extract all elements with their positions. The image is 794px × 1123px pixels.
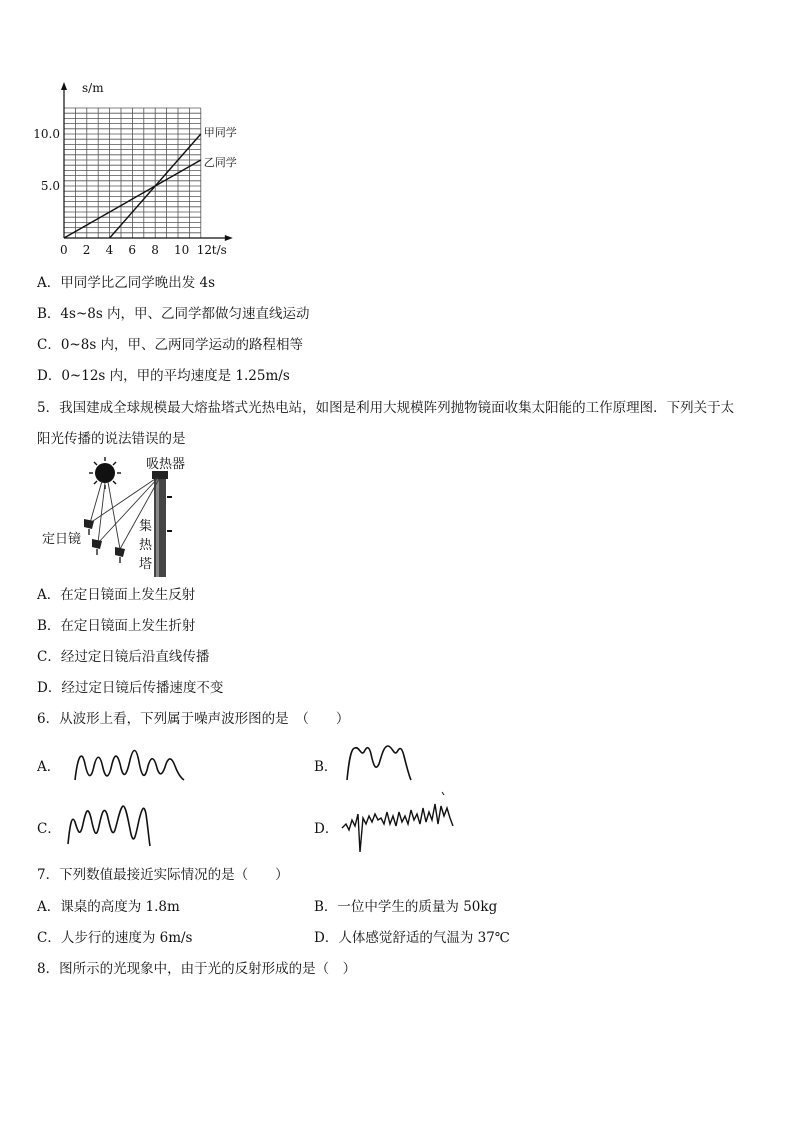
x-tick-label: 6 bbox=[128, 243, 137, 257]
tower-label-2: 热 bbox=[139, 538, 153, 553]
q7-option-a: A．课桌的高度为 1.8m bbox=[37, 899, 180, 915]
q5-option-a: A．在定日镜面上发生反射 bbox=[37, 587, 196, 603]
q6-stem: 6．从波形上看，下列属于噪声波形图的是 （ ） bbox=[37, 711, 350, 727]
y-tick-label: 10.0 bbox=[33, 127, 60, 141]
q4-option-d: D．0~12s 内，甲的平均速度是 1.25m/s bbox=[37, 368, 290, 384]
q7-option-d: D．人体感觉舒适的气温为 37℃ bbox=[314, 930, 510, 946]
q5-option-c: C．经过定日镜后沿直线传播 bbox=[37, 649, 210, 665]
q6-option-a-label: A． bbox=[37, 759, 61, 775]
x-tick-label: 2 bbox=[82, 243, 91, 257]
receiver-label: 吸热器 bbox=[146, 457, 186, 472]
q5-stem-line1: 5．我国建成全球规模最大熔盐塔式光热电站，如图是利用大规模阵列抛物镜面收集太阳能的工作原理图．下列关于太 bbox=[37, 400, 735, 416]
chart-grid bbox=[64, 108, 201, 238]
distance-time-chart bbox=[30, 78, 290, 257]
y-tick-label: 5.0 bbox=[40, 179, 60, 193]
q6-option-c-label: C． bbox=[37, 821, 61, 837]
q4-option-a: A．甲同学比乙同学晚出发 4s bbox=[37, 275, 216, 291]
q6-option-b-label: B． bbox=[314, 759, 338, 775]
q5-stem-line2: 阳光传播的说法错误的是 bbox=[37, 431, 186, 447]
q6-option-d-label: D． bbox=[314, 821, 339, 837]
x-tick-label: 4 bbox=[105, 243, 114, 257]
q8-stem: 8．图所示的光现象中，由于光的反射形成的是（ ） bbox=[37, 961, 357, 977]
y-axis-arrow bbox=[61, 82, 67, 90]
y-axis-label: s/m bbox=[82, 81, 104, 95]
x-tick-label: 12 bbox=[196, 243, 213, 257]
q5-option-d: D．经过定日镜后传播速度不变 bbox=[37, 680, 224, 696]
q4-option-b: B．4s~8s 内，甲、乙同学都做匀速直线运动 bbox=[37, 306, 310, 322]
q7-option-b: B．一位中学生的质量为 50kg bbox=[314, 899, 498, 915]
q7-stem: 7．下列数值最接近实际情况的是（ ） bbox=[37, 867, 289, 883]
series-label-2: 乙同学 bbox=[203, 156, 237, 169]
series-label-1: 甲同学 bbox=[203, 126, 237, 139]
x-tick-label: 8 bbox=[151, 243, 159, 257]
tower-label-1: 集 bbox=[139, 519, 153, 534]
waveform-c bbox=[62, 800, 162, 850]
x-tick-label: 10 bbox=[174, 243, 190, 257]
x-tick-label: 0 bbox=[60, 243, 68, 257]
waveform-b bbox=[343, 740, 423, 785]
x-axis-label: t/s bbox=[211, 243, 227, 257]
x-axis-arrow bbox=[225, 235, 233, 241]
waveform-a bbox=[72, 744, 192, 784]
q5-option-b: B．在定日镜面上发生折射 bbox=[37, 618, 196, 634]
q4-option-c: C．0~8s 内，甲、乙两同学运动的路程相等 bbox=[37, 337, 304, 353]
tower-label-3: 塔 bbox=[139, 557, 153, 572]
heliostat-label: 定日镜 bbox=[42, 532, 82, 547]
q7-option-c: C．人步行的速度为 6m/s bbox=[37, 930, 193, 946]
solar-tower-figure bbox=[40, 455, 200, 580]
waveform-d bbox=[338, 790, 463, 855]
